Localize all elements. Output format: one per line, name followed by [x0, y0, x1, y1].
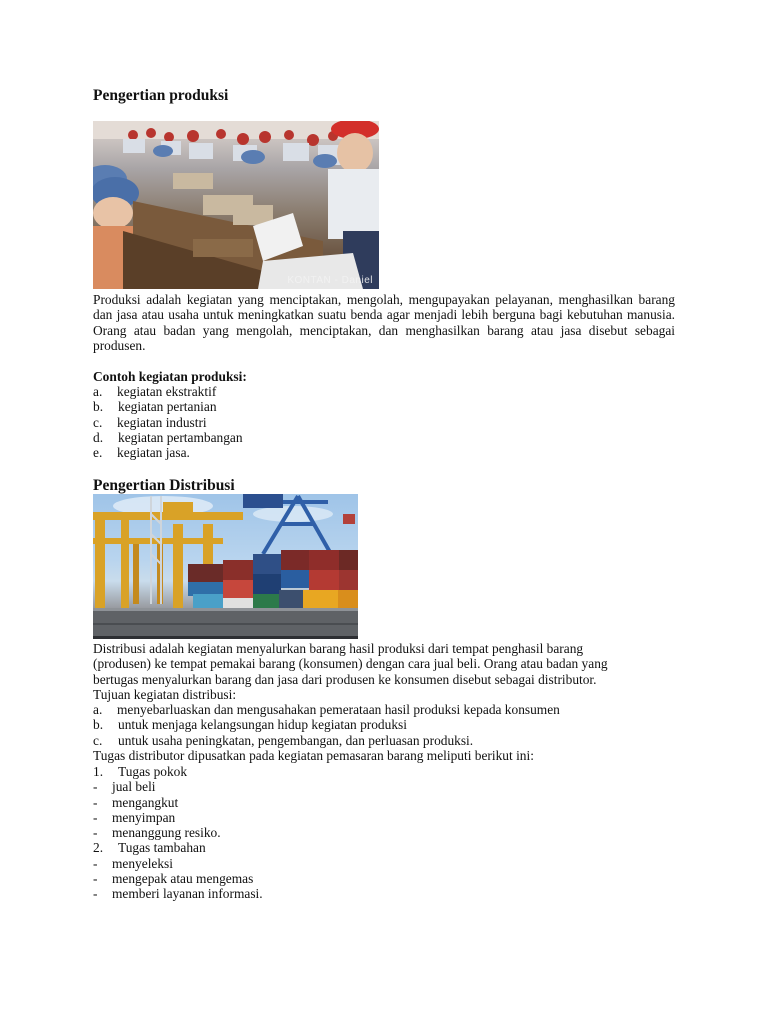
- paragraph-produksi: Produksi adalah kegiatan yang menciptakan, mengolah, mengupayakan pelayanan, menghasilkan barang dan jasa atau usaha untuk meningkatkan suatu benda agar menjadi lebih berguna bagi kebutuhan manusia. Orang atau badan yang mengolah, menciptakan, dan menghasilkan barang atau jasa disebut sebagai produsen.: [93, 292, 675, 353]
- goals-list: [93, 702, 675, 748]
- examples-list: [93, 384, 675, 460]
- goals-heading: Tujuan kegiatan distribusi:: [93, 687, 237, 702]
- duties-heading: Tugas distributor dipusatkan pada kegiatan pemasaran barang meliputi berikut ini:: [93, 748, 534, 763]
- list-item: a. kegiatan ekstraktif: [93, 384, 217, 399]
- list-item: - menanggung resiko.: [93, 825, 221, 841]
- list-item: - menyeleksi: [93, 855, 173, 871]
- factory-workers-image: [93, 121, 379, 289]
- list-item: c. kegiatan industri: [93, 414, 207, 430]
- list-item: b. untuk menjaga kelangsungan hidup kegiatan produksi: [93, 717, 407, 733]
- list-item-main-duties: 1. Tugas pokok: [93, 764, 188, 779]
- list-item: - jual beli: [93, 779, 156, 795]
- list-item: - memberi layanan informasi.: [93, 886, 263, 902]
- list-item-extra-duties: 2. Tugas tambahan: [93, 840, 206, 856]
- list-item: b. kegiatan pertanian: [93, 399, 217, 415]
- list-item: e. kegiatan jasa.: [93, 445, 190, 461]
- section-title-distribusi: Pengertian Distribusi: [93, 477, 235, 494]
- examples-heading: Contoh kegiatan produksi:: [93, 369, 247, 384]
- list-item: a. menyebarluaskan dan mengusahakan pemerataan hasil produksi kepada konsumen: [93, 702, 560, 717]
- list-item: - mengangkut: [93, 794, 179, 810]
- duties-list: [93, 764, 675, 902]
- list-item: d. kegiatan pertambangan: [93, 429, 243, 445]
- container-port-image: [93, 494, 358, 639]
- paragraph-distribusi: Distribusi adalah kegiatan menyalurkan barang hasil produksi dari tempat penghasil barang (produsen) ke tempat pemakai barang (konsumen) dengan cara jual beli. Orang atau badan yang bertugas menyalurkan barang dan jasa dari produsen ke konsumen disebut sebagai distributor.: [93, 641, 608, 687]
- list-item: - mengepak atau mengemas: [93, 871, 254, 887]
- list-item: c. untuk usaha peningkatan, pengembangan, dan perluasan produksi.: [93, 732, 474, 748]
- factory-workers-illustration: [93, 121, 379, 289]
- section-title-produksi: Pengertian produksi: [93, 87, 229, 104]
- list-item: - menyimpan: [93, 809, 176, 825]
- container-port-illustration: [93, 494, 358, 639]
- image-watermark: KONTAN - Daniel: [287, 274, 373, 286]
